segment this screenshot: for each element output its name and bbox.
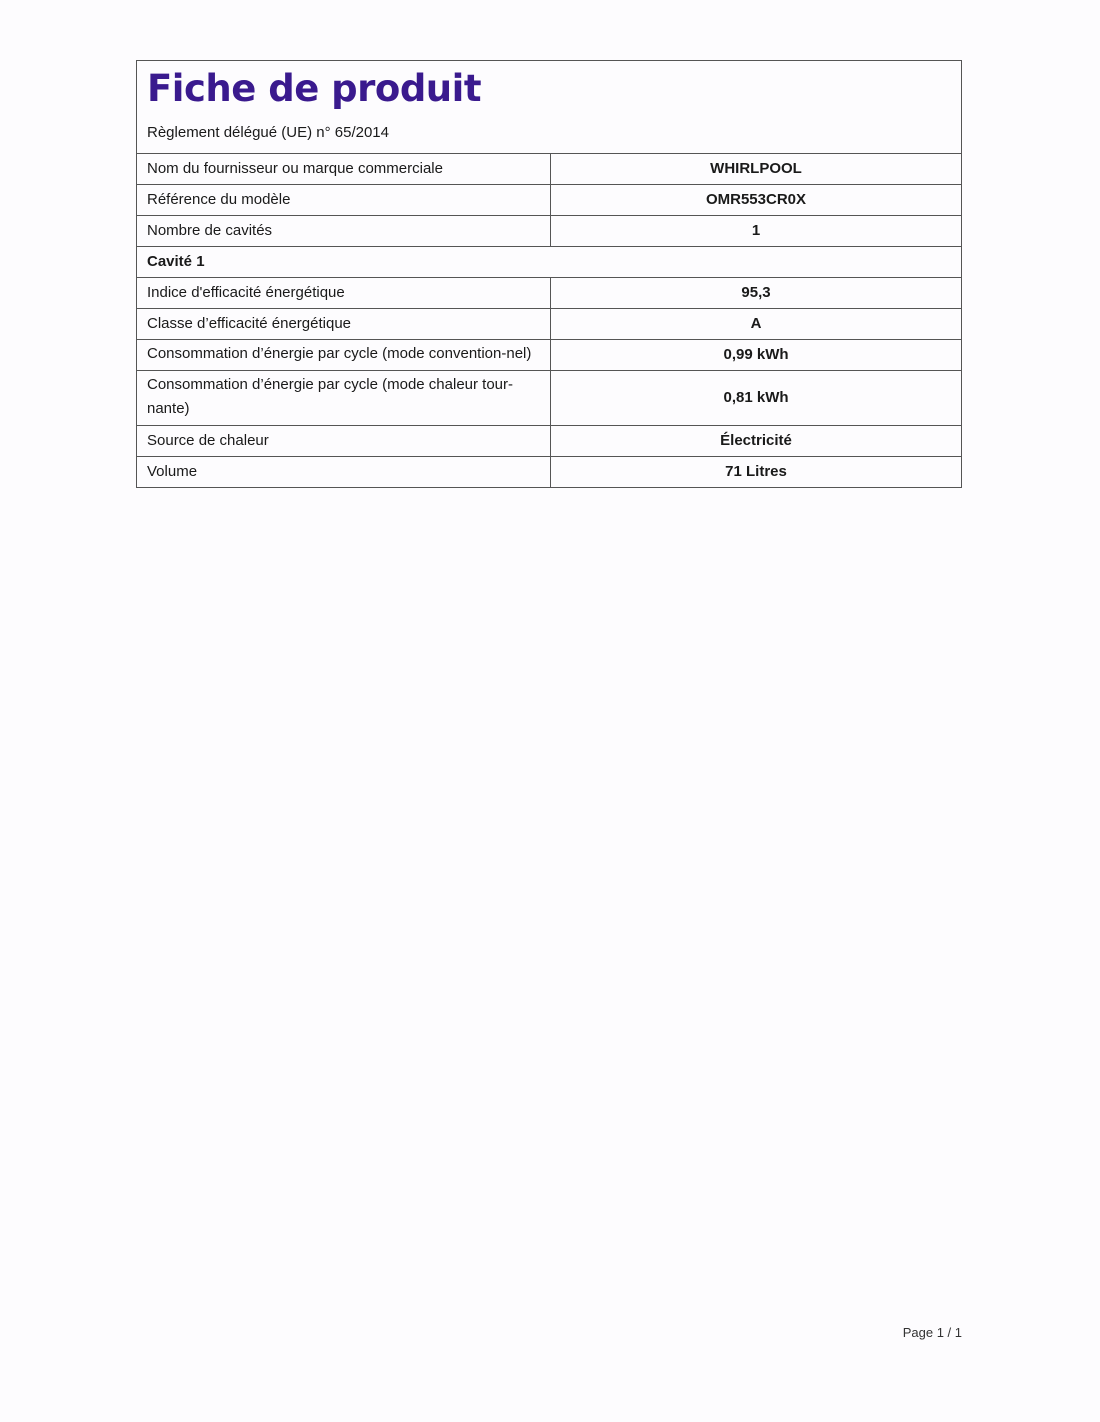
page-number: Page 1 / 1 (902, 1325, 962, 1340)
row-value: Électricité (551, 426, 962, 457)
row-value: 0,81 kWh (551, 371, 962, 426)
table-row (137, 340, 961, 371)
table-row (137, 309, 961, 340)
row-value: 71 Litres (551, 457, 962, 488)
table-row (137, 457, 961, 488)
row-label: Consommation d’énergie par cycle (mode convention-nel) (137, 340, 551, 371)
row-label: Nom du fournisseur ou marque commerciale (137, 154, 551, 185)
row-value: 1 (551, 216, 962, 247)
row-value: OMR553CR0X (551, 185, 962, 216)
row-value: 95,3 (551, 278, 962, 309)
table-row (137, 278, 961, 309)
row-label: Référence du modèle (137, 185, 551, 216)
product-sheet (136, 60, 962, 488)
row-label: Indice d'efficacité énergétique (137, 278, 551, 309)
sheet-header (137, 61, 961, 154)
row-value: 0,99 kWh (551, 340, 962, 371)
row-label: Consommation d’énergie par cycle (mode chaleur tour-nante) (137, 371, 551, 426)
table-row (137, 216, 961, 247)
row-value: A (551, 309, 962, 340)
row-label: Volume (137, 457, 551, 488)
table-row (137, 154, 961, 185)
regulation-subtitle: Règlement délégué (UE) n° 65/2014 (147, 124, 389, 141)
row-label: Nombre de cavités (137, 216, 551, 247)
table-row (137, 426, 961, 457)
row-label: Classe d’efficacité énergétique (137, 309, 551, 340)
spec-table (137, 154, 961, 487)
section-row (137, 247, 961, 278)
row-value: WHIRLPOOL (710, 160, 802, 177)
section-heading: Cavité 1 (137, 247, 961, 278)
table-row (137, 371, 961, 426)
row-label: Source de chaleur (137, 426, 551, 457)
page-title: Fiche de produit (147, 67, 482, 110)
table-row (137, 185, 961, 216)
